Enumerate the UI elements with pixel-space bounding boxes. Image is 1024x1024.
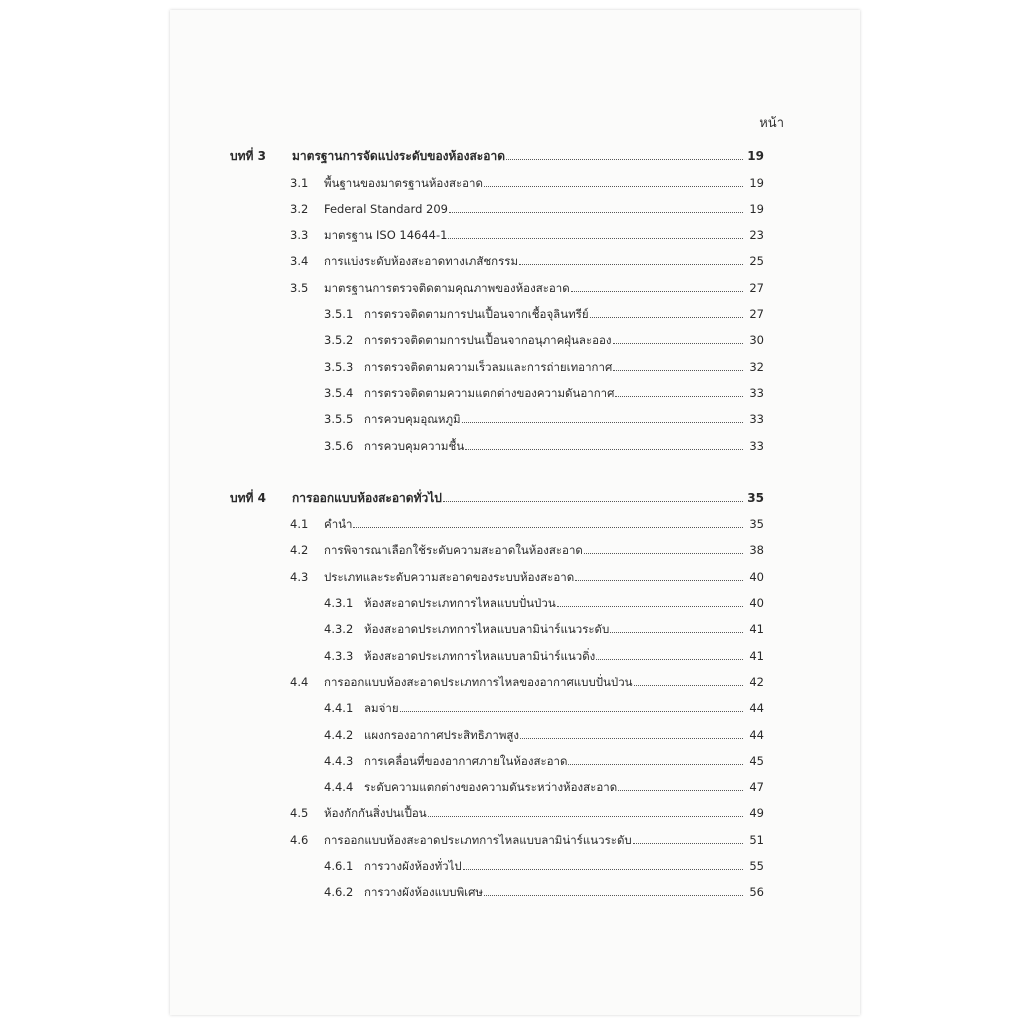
toc-subentry[interactable] [230,690,764,716]
page-number: 55 [749,859,764,874]
dot-leader [484,895,743,896]
section-number: 4.1 [290,517,309,532]
toc-entry[interactable] [230,795,764,821]
subsection-number: 4.4.2 [324,727,354,742]
toc-entry[interactable] [230,558,764,584]
dot-leader [400,711,743,712]
toc-subentry[interactable] [230,769,764,795]
section-title: การออกแบบห้องสะอาดประเภทการไหลแบบลามิน่าร์แนวระดับ [324,832,632,847]
dot-leader [618,790,743,791]
page-number: 35 [749,517,764,532]
page-number: 40 [749,596,764,611]
toc-entry[interactable] [230,243,764,269]
page-number: 51 [749,832,764,847]
dot-leader [519,264,743,265]
subsection-title: การตรวจติดตามความเร็วลมและการถ่ายเทอากาศ [364,359,613,374]
toc-subentry[interactable] [230,296,764,322]
page-number: 44 [749,727,764,742]
dot-leader [590,317,743,318]
subsection-title: การเคลื่อนที่ของอากาศภายในห้องสะอาด [364,753,568,768]
dot-leader [557,606,743,607]
page-number: 19 [747,149,764,164]
section-number: 3.5 [290,280,309,295]
subsection-title: ลมจ่าย [364,701,399,716]
page-number: 40 [749,569,764,584]
subsection-title: การตรวจติดตามการปนเปื้อนจากอนุภาคฝุ่นละออง [364,333,612,348]
toc-subentry[interactable] [230,322,764,348]
subsection-number: 3.5.2 [324,333,354,348]
subsection-number: 3.5.6 [324,438,354,453]
toc-subentry[interactable] [230,427,764,453]
section-title: Federal Standard 209 [324,201,448,216]
toc-entry[interactable] [230,269,764,295]
subsection-number: 4.6.2 [324,885,354,900]
toc-subentry[interactable] [230,874,764,900]
subsection-title: การควบคุมอุณหภูมิ [364,412,461,427]
toc-entry[interactable] [230,664,764,690]
page-number: 35 [747,490,764,505]
subsection-number: 3.5.5 [324,412,354,427]
page-number: 33 [749,438,764,453]
toc-entry[interactable] [230,506,764,532]
section-number: 4.4 [290,674,309,689]
dot-leader [443,501,743,502]
subsection-title: ห้องสะอาดประเภทการไหลแบบลามิน่าร์แนวดิ่ง [364,648,596,663]
section-number: 4.2 [290,543,309,558]
chapter-4 [230,480,764,901]
toc-subentry[interactable] [230,716,764,742]
toc-subentry[interactable] [230,401,764,427]
toc-subentry[interactable] [230,611,764,637]
dot-leader [575,580,743,581]
dot-leader [448,238,743,239]
toc-subentry[interactable] [230,585,764,611]
section-title: การแบ่งระดับห้องสะอาดทางเภสัชกรรม [324,254,519,269]
chapter-heading[interactable] [230,480,764,506]
dot-leader [428,816,743,817]
table-of-contents [230,138,764,900]
section-title: ประเภทและระดับความสะอาดของระบบห้องสะอาด [324,569,575,584]
page-number: 23 [749,228,764,243]
page-number: 27 [749,307,764,322]
page-number: 19 [749,201,764,216]
subsection-number: 4.3.2 [324,622,354,637]
page-number: 30 [749,333,764,348]
toc-subentry[interactable] [230,375,764,401]
page-number: 44 [749,701,764,716]
section-title: การออกแบบห้องสะอาดประเภทการไหลของอากาศแบบปั่นป่วน [324,674,633,689]
page-number: 33 [749,385,764,400]
section-number: 4.6 [290,832,309,847]
subsection-number: 3.5.4 [324,385,354,400]
section-number: 3.2 [290,201,309,216]
subsection-number: 4.6.1 [324,859,354,874]
dot-leader [465,449,743,450]
subsection-number: 4.4.4 [324,780,354,795]
subsection-number: 3.5.1 [324,307,354,322]
page-number: 41 [749,648,764,663]
section-title: คำนำ [324,517,353,532]
page-number: 38 [749,543,764,558]
page-number: 25 [749,254,764,269]
page-number: 47 [749,780,764,795]
page-number: 41 [749,622,764,637]
toc-subentry[interactable] [230,848,764,874]
chapter-title: การออกแบบห้องสะอาดทั่วไป [292,490,442,505]
page-number: 45 [749,753,764,768]
section-number: 3.4 [290,254,309,269]
toc-subentry[interactable] [230,637,764,663]
subsection-title: แผงกรองอากาศประสิทธิภาพสูง [364,727,520,742]
dot-leader [520,738,743,739]
toc-subentry[interactable] [230,743,764,769]
page-column-label: หน้า [759,116,784,131]
toc-entry[interactable] [230,821,764,847]
dot-leader [615,396,743,397]
page-number: 32 [749,359,764,374]
section-number: 4.5 [290,806,309,821]
chapter-label: บทที่ 3 [230,149,266,164]
section-number: 3.3 [290,228,309,243]
section-number: 3.1 [290,175,309,190]
toc-entry[interactable] [230,164,764,190]
chapter-heading[interactable] [230,138,764,164]
dot-leader [449,212,743,213]
subsection-title: การตรวจติดตามความแตกต่างของความดันอากาศ [364,385,615,400]
page-number: 19 [749,175,764,190]
subsection-title: ห้องสะอาดประเภทการไหลแบบปั่นป่วน [364,596,556,611]
subsection-number: 3.5.3 [324,359,354,374]
page-number: 33 [749,412,764,427]
section-number: 4.3 [290,569,309,584]
section-title: มาตรฐาน ISO 14644-1 [324,228,448,243]
dot-leader [571,291,743,292]
document-page [170,10,860,1015]
subsection-title: การตรวจติดตามการปนเปื้อนจากเชื้อจุลินทรีย์ [364,307,589,322]
dot-leader [463,869,743,870]
chapter-3 [230,138,764,454]
section-title: พื้นฐานของมาตรฐานห้องสะอาด [324,175,483,190]
dot-leader [568,764,743,765]
section-title: ห้องกักกันสิ่งปนเปื้อน [324,806,427,821]
subsection-number: 4.4.3 [324,753,354,768]
subsection-title: การวางผังห้องแบบพิเศษ [364,885,483,900]
dot-leader [634,685,743,686]
subsection-number: 4.4.1 [324,701,354,716]
section-title: มาตรฐานการตรวจติดตามคุณภาพของห้องสะอาด [324,280,570,295]
page-number: 49 [749,806,764,821]
toc-entry[interactable] [230,217,764,243]
dot-leader [353,527,743,528]
subsection-number: 4.3.3 [324,648,354,663]
subsection-title: การวางผังห้องทั่วไป [364,859,462,874]
dot-leader [506,159,743,160]
section-title: การพิจารณาเลือกใช้ระดับความสะอาดในห้องสะอาด [324,543,583,558]
dot-leader [613,343,743,344]
dot-leader [596,659,743,660]
chapter-title: มาตรฐานการจัดแบ่งระดับของห้องสะอาด [292,149,505,164]
toc-entry[interactable] [230,191,764,217]
subsection-title: ห้องสะอาดประเภทการไหลแบบลามิน่าร์แนวระดับ [364,622,610,637]
page-number: 27 [749,280,764,295]
page-number: 42 [749,674,764,689]
dot-leader [484,186,743,187]
toc-entry[interactable] [230,532,764,558]
dot-leader [613,370,743,371]
subsection-number: 4.3.1 [324,596,354,611]
subsection-title: ระดับความแตกต่างของความดันระหว่างห้องสะอาด [364,780,618,795]
dot-leader [584,553,743,554]
dot-leader [462,422,743,423]
dot-leader [610,632,743,633]
page-number: 56 [749,885,764,900]
subsection-title: การควบคุมความชื้น [364,438,465,453]
toc-subentry[interactable] [230,348,764,374]
dot-leader [633,843,743,844]
chapter-label: บทที่ 4 [230,490,266,505]
